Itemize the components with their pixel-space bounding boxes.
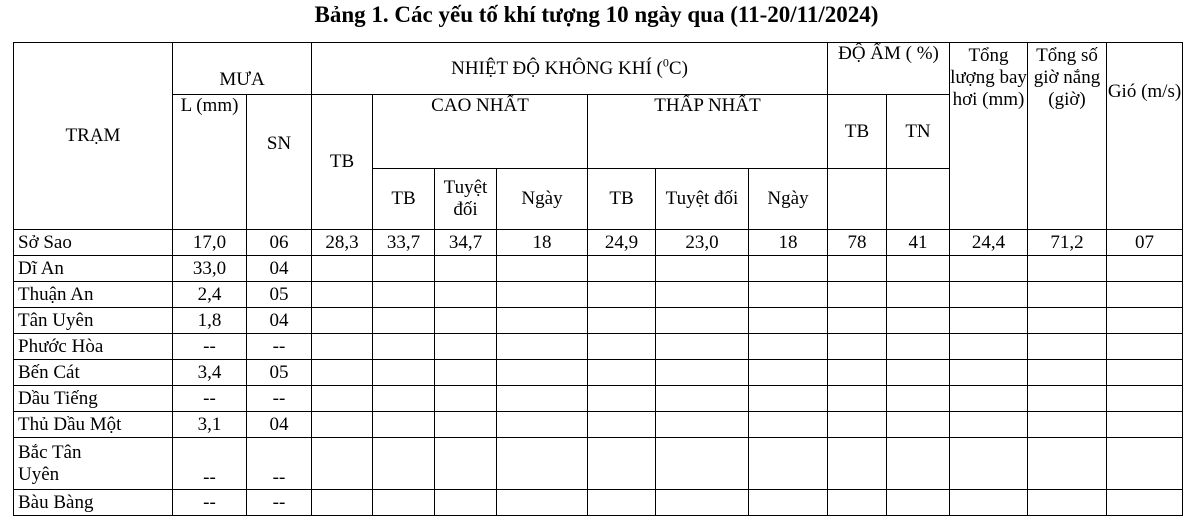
header-temp-sup: 0 (662, 55, 669, 70)
table-row (14, 230, 1183, 256)
station-name: Bàu Bàng (14, 490, 173, 516)
header-hum-empty-1 (828, 169, 887, 230)
evaporation: 24,4 (950, 230, 1028, 256)
header-temp-label: NHIỆT ĐỘ KHÔNG KHÍ ( (451, 57, 663, 79)
header-temp-unit: C) (668, 57, 688, 79)
header-temp-tb: TB (312, 95, 373, 230)
table-row (14, 308, 1183, 334)
rain-l: -- (173, 438, 247, 490)
header-humidity: ĐỘ ẨM ( %) (828, 43, 950, 95)
station-name: Tân Uyên (14, 308, 173, 334)
header-rain-sn: SN (247, 95, 312, 230)
rain-sn: 04 (247, 308, 312, 334)
header-station: TRẠM (14, 43, 173, 230)
rain-l: 2,4 (173, 282, 247, 308)
header-wind: Gió (m/s) (1107, 43, 1183, 230)
rain-sn: 04 (247, 256, 312, 282)
header-sunshine: Tổng số giờ nắng (giờ) (1028, 43, 1107, 230)
wind: 07 (1107, 230, 1183, 256)
table-row (14, 360, 1183, 386)
header-max-abs: Tuyệt đối (435, 169, 497, 230)
header-min-abs: Tuyệt đối (656, 169, 749, 230)
sunshine: 71,2 (1028, 230, 1107, 256)
min-day: 18 (749, 230, 828, 256)
rain-sn: -- (247, 334, 312, 360)
table-row (14, 334, 1183, 360)
header-min-tb: TB (588, 169, 656, 230)
header-max: CAO NHẤT (373, 95, 588, 169)
header-min: THẤP NHẤT (588, 95, 828, 169)
header-max-day: Ngày (497, 169, 588, 230)
hum-tb: 78 (828, 230, 887, 256)
hum-tn: 41 (887, 230, 950, 256)
rain-l: -- (173, 334, 247, 360)
station-name: Sở Sao (14, 230, 173, 256)
min-abs: 23,0 (656, 230, 749, 256)
header-rain-l: L (mm) (173, 95, 247, 230)
table-row (14, 438, 1183, 490)
rain-l: 1,8 (173, 308, 247, 334)
weather-table (13, 42, 1183, 516)
station-name: Bến Cát (14, 360, 173, 386)
rain-l: 33,0 (173, 256, 247, 282)
min-tb: 24,9 (588, 230, 656, 256)
max-day: 18 (497, 230, 588, 256)
temp-tb: 28,3 (312, 230, 373, 256)
header-hum-tb: TB (828, 95, 887, 169)
rain-sn: 04 (247, 412, 312, 438)
header-hum-empty-2 (887, 169, 950, 230)
station-name: Phước Hòa (14, 334, 173, 360)
table-row (14, 282, 1183, 308)
table-row (14, 412, 1183, 438)
header-max-tb: TB (373, 169, 435, 230)
station-name: Bắc Tân Uyên (14, 438, 173, 490)
rain-l: 3,4 (173, 360, 247, 386)
rain-l: -- (173, 386, 247, 412)
station-name: Dĩ An (14, 256, 173, 282)
header-rain: MƯA (173, 43, 312, 95)
rain-sn: 05 (247, 282, 312, 308)
header-temperature (312, 43, 828, 95)
rain-l: 3,1 (173, 412, 247, 438)
table-row (14, 256, 1183, 282)
rain-sn: -- (247, 490, 312, 516)
rain-l: -- (173, 490, 247, 516)
rain-l: 17,0 (173, 230, 247, 256)
station-name: Thủ Dầu Một (14, 412, 173, 438)
max-tb: 33,7 (373, 230, 435, 256)
table-title: Bảng 1. Các yếu tố khí tượng 10 ngày qua (11-20/11/2024) (314, 2, 879, 27)
max-abs: 34,7 (435, 230, 497, 256)
rain-sn: 06 (247, 230, 312, 256)
header-evaporation: Tổng lượng bay hơi (mm) (950, 43, 1028, 230)
table-row (14, 386, 1183, 412)
rain-sn: -- (247, 438, 312, 490)
header-hum-tn: TN (887, 95, 950, 169)
station-name: Thuận An (14, 282, 173, 308)
rain-sn: 05 (247, 360, 312, 386)
rain-sn: -- (247, 386, 312, 412)
station-name: Dầu Tiếng (14, 386, 173, 412)
header-min-day: Ngày (749, 169, 828, 230)
table-row (14, 490, 1183, 516)
